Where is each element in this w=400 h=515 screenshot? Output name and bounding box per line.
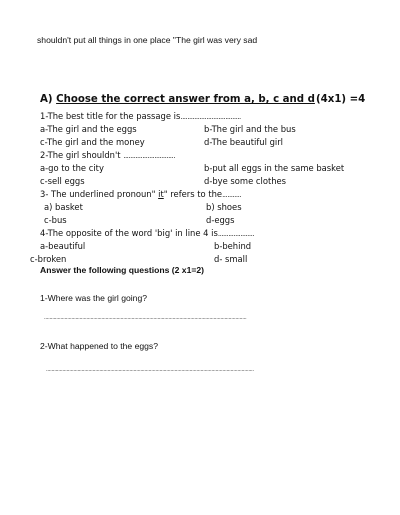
q2-option-c: c-sell eggs (40, 176, 85, 186)
section-a-score: (4x1) =4 (316, 94, 366, 105)
question-2-blank: .............................. (123, 152, 175, 160)
q3-option-c: c-bus (44, 215, 67, 225)
q1-option-c: c-The girl and the money (40, 137, 145, 147)
question-2-text: 2-The girl shouldn't (40, 150, 121, 160)
answer-line-2[interactable]: ........................................................................................................................................................ (46, 367, 254, 373)
q1-option-d: d-The beautiful girl (204, 137, 283, 147)
question-3-blank: ........... (222, 191, 242, 199)
question-4-text: 4-The opposite of the word 'big' in line 4 is (40, 228, 218, 238)
q4-option-b: b-behind (214, 241, 252, 251)
section-a-label: A) (40, 94, 53, 105)
q1-option-a: a-The girl and the eggs (40, 124, 137, 134)
underlined-pronoun: it (158, 189, 164, 199)
q1-option-b: b-The girl and the bus (204, 124, 296, 134)
q3-option-d: d-eggs (206, 215, 235, 225)
q2-option-a: a-go to the city (40, 163, 104, 173)
question-4-blank: ..................... (217, 230, 255, 238)
question-3-text-after: " refers to the (163, 189, 223, 199)
q3-option-b: b) shoes (206, 202, 242, 212)
question-3-text-before: 3- The underlined pronoun" (40, 189, 159, 199)
open-question-1: 1-Where was the girl going? (40, 293, 147, 303)
q4-option-d: d- small (214, 254, 248, 264)
q4-option-c: c-broken (30, 254, 67, 264)
question-2 (40, 150, 175, 160)
question-3 (40, 189, 241, 199)
q2-option-d: d-bye some clothes (204, 176, 287, 186)
q2-option-b: b-put all eggs in the same basket (204, 163, 345, 173)
section-b-title: Answer the following questions (2 x1=2) (40, 265, 205, 275)
question-1-blank: ................................... (180, 113, 241, 121)
q3-option-a: a) basket (44, 202, 83, 212)
passage-fragment: shouldn't put all things in one place "The girl was very sad (37, 35, 258, 45)
q4-option-a: a-beautiful (40, 241, 86, 251)
section-a-title: Choose the correct answer from a, b, c and d (56, 94, 315, 105)
question-1-text: 1-The best title for the passage is (40, 111, 181, 121)
open-question-2: 2-What happened to the eggs? (40, 341, 159, 351)
section-a-heading (40, 94, 366, 105)
answer-line-1[interactable]: .................................................................................................................................................... (44, 315, 247, 321)
question-4 (40, 228, 254, 238)
question-1 (40, 111, 241, 121)
